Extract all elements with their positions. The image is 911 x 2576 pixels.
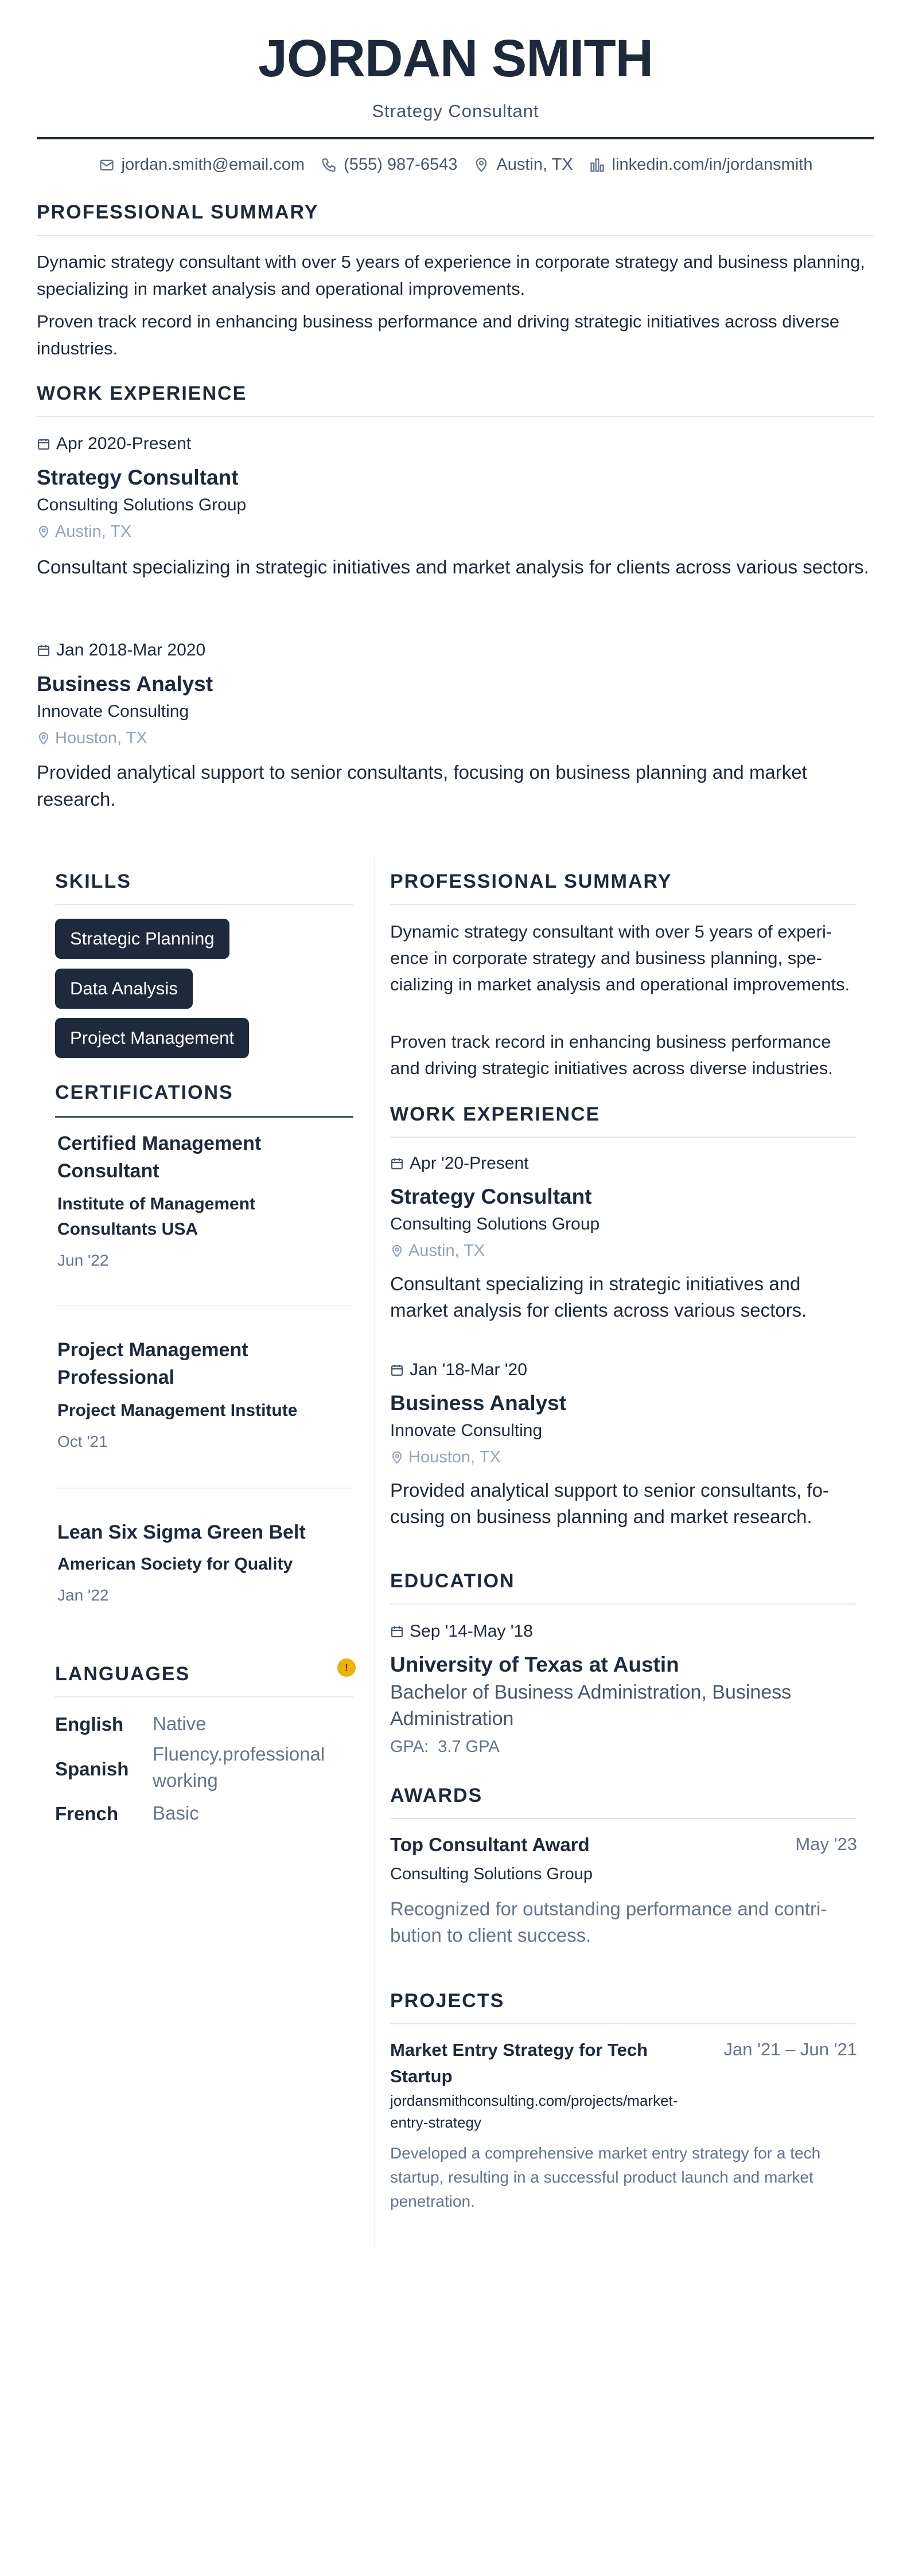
section-divider — [37, 235, 874, 236]
job-title: Business Analyst — [37, 672, 213, 696]
job-location-text: Austin, TX — [55, 522, 132, 541]
certification-divider — [55, 1488, 353, 1489]
job-dates — [37, 641, 205, 660]
job-title: Business Analyst — [390, 1391, 567, 1415]
map-pin-icon — [390, 1244, 404, 1258]
job-company: Consulting Solutions Group — [37, 495, 247, 514]
section-divider — [390, 904, 856, 905]
calendar-icon — [390, 1625, 404, 1638]
gpa-value: 3.7 GPA — [438, 1738, 500, 1756]
candidate-name: JORDAN SMITH — [258, 29, 653, 88]
section-divider — [55, 1116, 353, 1118]
language-name: French — [55, 1803, 119, 1824]
section-divider — [390, 1818, 856, 1819]
contact-bar — [0, 155, 911, 174]
map-pin-icon — [37, 525, 50, 539]
language-level: Native — [153, 1713, 207, 1734]
contact-location — [473, 155, 573, 174]
job-company: Innovate Consulting — [37, 702, 189, 721]
language-name: English — [55, 1714, 124, 1735]
location-text: Austin, TX — [496, 155, 573, 174]
award-description: Recognized for outstanding performance and contri-bution to client success. — [390, 1898, 827, 1946]
map-pin-icon — [37, 732, 50, 746]
job-location-text: Austin, TX — [408, 1242, 485, 1260]
candidate-title: Strategy Consultant — [372, 101, 539, 121]
contact-email[interactable] — [99, 155, 305, 174]
certification-issuer: Institute of Management Consultants USA — [57, 1195, 256, 1239]
job-location — [37, 729, 147, 748]
certification-issuer: Project Management Institute — [57, 1401, 298, 1420]
certification-issuer: American Society for Quality — [57, 1555, 293, 1574]
skill-tag: Strategic Planning — [55, 919, 229, 959]
section-heading-certifications: CERTIFICATIONS — [55, 1082, 233, 1103]
project-date: Jan '21 – Jun '21 — [723, 2039, 857, 2059]
certification-title: Certified Management Consultant — [57, 1133, 262, 1182]
section-divider — [55, 1696, 353, 1697]
section-divider — [55, 904, 353, 905]
language-name: Spanish — [55, 1758, 129, 1779]
linkedin-icon — [589, 157, 605, 173]
contact-linkedin[interactable] — [589, 155, 813, 174]
certification-date: Jun '22 — [57, 1251, 109, 1269]
job-location — [390, 1448, 501, 1467]
education-dates-text: Sep '14-May '18 — [410, 1622, 533, 1641]
job-description: Provided analytical support to senior consultants, focusing on business planning and market research. — [37, 762, 807, 810]
section-divider — [390, 2023, 856, 2024]
education-dates — [390, 1622, 533, 1641]
job-company: Consulting Solutions Group — [390, 1215, 600, 1234]
job-dates-text: Apr '20-Present — [410, 1154, 529, 1173]
education-gpa — [390, 1738, 500, 1757]
project-description: Developed a comprehensive market entry strategy for a tech startup, resulting in a successful product launch and market penetration. — [390, 2144, 821, 2210]
section-heading-languages: LANGUAGES — [55, 1663, 190, 1685]
column-divider — [374, 857, 375, 2248]
section-heading-summary: PROFESSIONAL SUMMARY — [37, 201, 319, 223]
education-degree: Bachelor of Business Administration, Business Administration — [390, 1681, 792, 1730]
job-description: Provided analytical support to senior consultants, fo-cusing on business planning and market research. — [390, 1480, 829, 1527]
warning-badge: ! — [337, 1658, 356, 1677]
certification-divider — [55, 1305, 353, 1306]
job-location — [390, 1242, 485, 1260]
section-heading-awards: AWARDS — [390, 1785, 483, 1806]
certification-date: Jan '22 — [57, 1586, 109, 1604]
award-date: May '23 — [795, 1834, 857, 1854]
certification-title: Project Management Professional — [57, 1339, 248, 1388]
section-heading-experience: WORK EXPERIENCE — [390, 1103, 601, 1125]
email-text: jordan.smith@email.com — [121, 155, 305, 174]
language-level: Basic — [153, 1802, 199, 1824]
job-title: Strategy Consultant — [37, 466, 239, 489]
phone-text: (555) 987-6543 — [344, 155, 458, 174]
contact-phone[interactable] — [321, 155, 457, 174]
award-organization: Consulting Solutions Group — [390, 1865, 593, 1883]
job-company: Innovate Consulting — [390, 1421, 543, 1440]
map-pin-icon — [390, 1451, 404, 1465]
job-dates — [390, 1360, 527, 1380]
job-location-text: Houston, TX — [55, 729, 147, 747]
job-title: Strategy Consultant — [390, 1185, 592, 1208]
calendar-icon — [390, 1157, 404, 1170]
phone-icon — [321, 157, 337, 173]
section-divider — [390, 1137, 856, 1138]
calendar-icon — [37, 643, 50, 657]
job-dates-text: Jan 2018-Mar 2020 — [56, 641, 206, 659]
mail-icon — [99, 157, 115, 173]
section-divider — [390, 1603, 856, 1605]
language-level: Fluency.professional working — [153, 1743, 325, 1791]
project-title: Market Entry Strategy for Tech Startup — [390, 2040, 648, 2086]
job-dates — [390, 1154, 529, 1173]
certification-title: Lean Six Sigma Green Belt — [57, 1521, 306, 1543]
header-divider — [37, 137, 874, 139]
section-heading-summary: PROFESSIONAL SUMMARY — [390, 871, 672, 892]
section-heading-projects: PROJECTS — [390, 1990, 505, 2012]
linkedin-text: linkedin.com/in/jordansmith — [612, 155, 813, 174]
skill-tag: Data Analysis — [55, 969, 193, 1009]
award-title: Top Consultant Award — [390, 1834, 590, 1855]
skill-tag: Project Management — [55, 1018, 249, 1058]
job-dates — [37, 434, 191, 454]
calendar-icon — [390, 1363, 404, 1377]
project-link[interactable]: jordansmithconsulting.com/projects/market-entry-strategy — [390, 2092, 678, 2131]
summary-paragraph: Dynamic strategy consultant with over 5 years of experience in corporate strategy and business planning, specializing in market analysis and operational improvements. — [37, 252, 865, 299]
summary-paragraph: Proven track record in enhancing business performance and driving strategic initiatives across diverse industries. — [37, 311, 840, 358]
section-heading-education: EDUCATION — [390, 1570, 515, 1592]
education-school: University of Texas at Austin — [390, 1653, 679, 1676]
section-heading-skills: SKILLS — [55, 871, 131, 892]
section-divider — [37, 416, 874, 417]
calendar-icon — [37, 437, 50, 451]
summary-paragraph: Dynamic strategy consultant with over 5 years of experi-ence in corporate strategy and business planning, spe-cializing in market analysis and operational improvements. — [390, 922, 850, 994]
job-dates-text: Apr 2020-Present — [56, 434, 192, 453]
job-description: Consultant specializing in strategic initiatives and market analysis for clients across various sectors. — [37, 556, 869, 577]
section-heading-experience: WORK EXPERIENCE — [37, 383, 247, 404]
job-location-text: Houston, TX — [408, 1448, 501, 1466]
map-pin-icon — [473, 157, 489, 173]
gpa-label: GPA: — [390, 1738, 429, 1756]
summary-paragraph: Proven track record in enhancing business performance and driving strategic initiatives across diverse industries. — [390, 1032, 833, 1078]
job-dates-text: Jan '18-Mar '20 — [410, 1360, 527, 1379]
job-location — [37, 522, 131, 541]
job-description: Consultant specializing in strategic initiatives and market analysis for clients across various sectors. — [390, 1273, 807, 1321]
certification-date: Oct '21 — [57, 1433, 108, 1450]
